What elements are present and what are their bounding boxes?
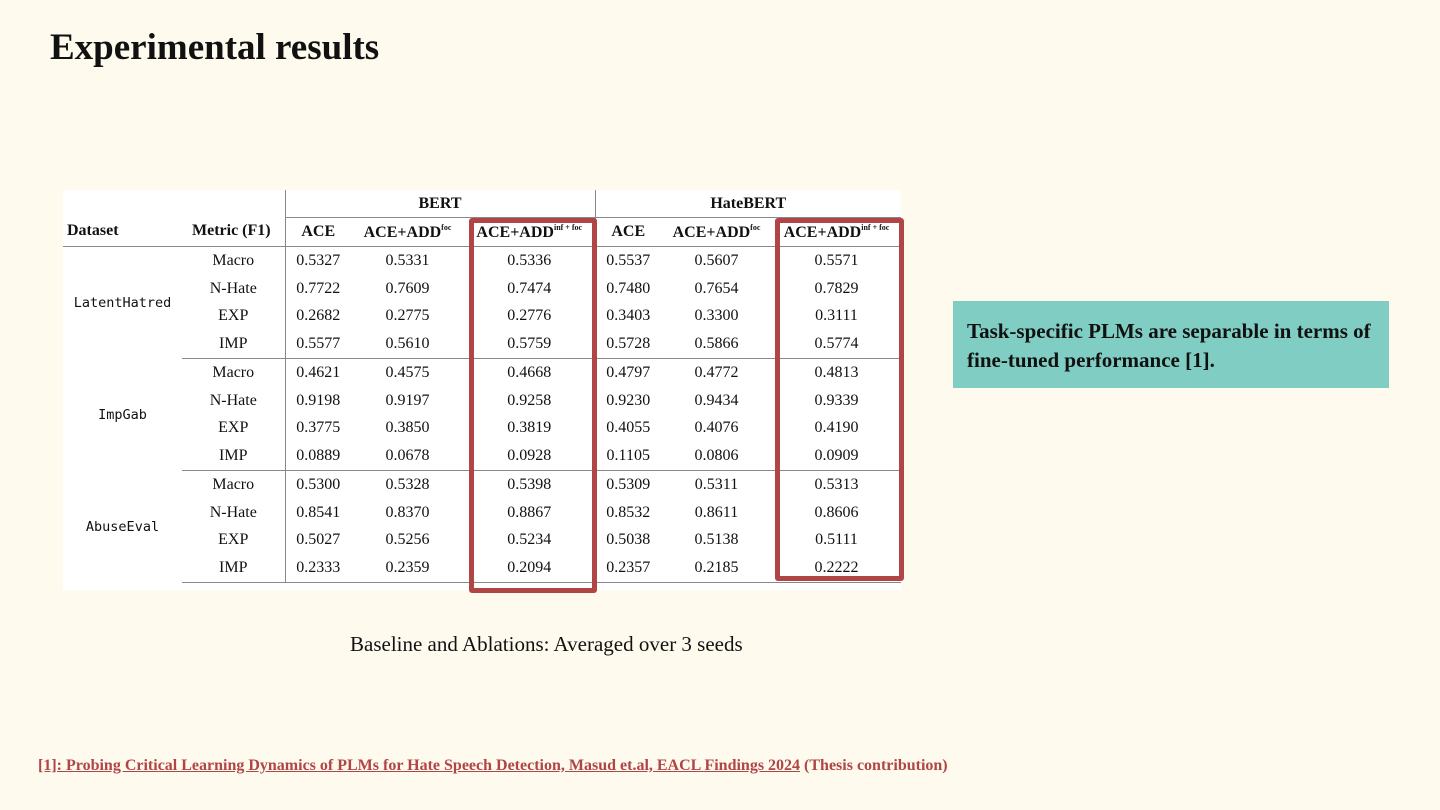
value-cell: 0.5111: [815, 531, 858, 549]
value-cell: 0.7474: [507, 279, 552, 297]
value-cell: 0.2222: [772, 554, 901, 582]
value-cell: 0.5728: [595, 330, 661, 358]
reference-link[interactable]: [1]: Probing Critical Learning Dynamics of PLMs for Hate Speech Detection, Masud et.al, EACL Findings 2024: [38, 757, 801, 774]
value-cell: 0.8541: [285, 499, 351, 527]
table-row: [63, 554, 901, 582]
table-row: [63, 247, 901, 275]
metric-cell: Macro: [212, 363, 255, 381]
value-cell: 0.5327: [285, 247, 351, 275]
column-header: [595, 218, 661, 247]
value-cell: 0.9230: [595, 387, 661, 415]
value-cell: 0.1105: [595, 442, 661, 470]
value-cell: 0.0678: [351, 442, 464, 470]
metric-cell: EXP: [218, 307, 249, 325]
metric-cell: EXP: [218, 531, 249, 549]
table-caption: Baseline and Ablations: Averaged over 3 seeds: [350, 632, 743, 656]
dataset-name-cell: ImpGab: [98, 406, 147, 423]
value-cell: 0.2333: [285, 554, 351, 582]
value-cell: 0.0909: [772, 442, 901, 470]
value-cell: 0.4190: [814, 419, 859, 437]
column-header-superscript: foc: [441, 222, 452, 232]
value-cell: 0.8606: [814, 503, 859, 521]
value-cell: 0.2775: [385, 307, 430, 325]
dataset-name-cell: LatentHatred: [73, 294, 172, 311]
column-header: [464, 218, 595, 247]
value-cell: 0.8370: [385, 503, 430, 521]
value-cell: 0.5759: [464, 330, 595, 358]
value-cell: 0.4813: [814, 363, 859, 381]
value-cell: 0.5774: [772, 330, 901, 358]
value-cell: 0.0889: [285, 442, 351, 470]
column-header-label: ACE: [611, 223, 646, 240]
metric-cell: IMP: [182, 442, 285, 470]
value-cell: 0.5610: [351, 330, 464, 358]
value-cell: 0.5300: [285, 471, 351, 499]
value-cell: 0.0806: [661, 442, 772, 470]
value-cell: 0.2682: [285, 303, 351, 331]
table-row: [63, 303, 901, 331]
value-cell: 0.7480: [595, 275, 661, 303]
column-header-label: ACE: [301, 223, 336, 240]
table-row: [63, 527, 901, 555]
table-row: [63, 415, 901, 443]
dataset-name-cell: AbuseEval: [85, 518, 160, 535]
value-cell: 0.3403: [595, 303, 661, 331]
value-cell: 0.7654: [694, 279, 739, 297]
value-cell: 0.5571: [814, 251, 859, 269]
value-cell: 0.5256: [385, 531, 430, 549]
value-cell: 0.3111: [815, 307, 858, 325]
value-cell: 0.5398: [507, 475, 552, 493]
value-cell: 0.5309: [595, 471, 661, 499]
metric-cell: EXP: [218, 419, 249, 437]
column-header: [661, 218, 772, 247]
metric-cell: IMP: [182, 330, 285, 358]
value-cell: 0.5311: [694, 475, 739, 493]
reference-footer: [38, 757, 948, 775]
value-cell: 0.5138: [694, 531, 739, 549]
table-group-header-row: [63, 190, 901, 218]
value-cell: 0.3300: [694, 307, 739, 325]
table-row: [63, 471, 901, 499]
value-cell: 0.0928: [464, 442, 595, 470]
value-cell: 0.5328: [385, 475, 430, 493]
value-cell: 0.7829: [814, 279, 859, 297]
value-cell: 0.5331: [385, 251, 430, 269]
column-header-label: ACE+ADD: [783, 223, 862, 241]
column-header-superscript: inf + foc: [553, 222, 583, 232]
results-table: [63, 190, 901, 583]
value-cell: 0.9198: [285, 387, 351, 415]
value-cell: 0.8611: [694, 503, 739, 521]
value-cell: 0.5607: [694, 251, 739, 269]
value-cell: 0.7609: [385, 279, 430, 297]
value-cell: 0.4575: [385, 363, 430, 381]
metric-cell: N-Hate: [209, 391, 257, 409]
value-cell: 0.3850: [385, 419, 430, 437]
hatebert-group-header: HateBERT: [595, 190, 901, 218]
value-cell: 0.9434: [694, 391, 739, 409]
value-cell: 0.2776: [507, 307, 552, 325]
value-cell: 0.4621: [285, 359, 351, 387]
table-row: [63, 499, 901, 527]
metric-cell: N-Hate: [209, 503, 257, 521]
value-cell: 0.5234: [507, 531, 552, 549]
value-cell: 0.5038: [595, 527, 661, 555]
value-cell: 0.9258: [507, 391, 552, 409]
metric-cell: IMP: [182, 554, 285, 582]
column-header-superscript: inf + foc: [861, 222, 890, 232]
value-cell: 0.2185: [661, 554, 772, 582]
value-cell: 0.4797: [595, 359, 661, 387]
value-cell: 0.2359: [351, 554, 464, 582]
metric-cell: N-Hate: [209, 279, 257, 297]
value-cell: 0.3775: [285, 415, 351, 443]
value-cell: 0.8532: [595, 499, 661, 527]
value-cell: 0.5336: [507, 251, 552, 269]
value-cell: 0.8867: [507, 503, 552, 521]
column-header-label: ACE+ADD: [363, 223, 442, 241]
value-cell: 0.7722: [285, 275, 351, 303]
column-header-label: ACE+ADD: [672, 223, 751, 241]
value-cell: 0.9197: [385, 391, 430, 409]
results-table-container: [63, 190, 901, 590]
value-cell: 0.9339: [814, 391, 859, 409]
slide-title: Experimental results: [50, 27, 380, 68]
value-cell: 0.5537: [595, 247, 661, 275]
metric-cell: Macro: [212, 475, 255, 493]
value-cell: 0.2357: [595, 554, 661, 582]
table-row: [63, 442, 901, 470]
column-header: [285, 218, 351, 247]
metric-cell: Macro: [212, 251, 255, 269]
column-header-superscript: foc: [750, 222, 761, 232]
dataset-column-header: Dataset: [63, 190, 182, 247]
value-cell: 0.5313: [814, 475, 859, 493]
takeaway-callout: Task-specific PLMs are separable in terms of fine-tuned performance [1].: [953, 301, 1389, 388]
bert-group-header: BERT: [285, 190, 595, 218]
value-cell: 0.5027: [285, 527, 351, 555]
value-cell: 0.5866: [661, 330, 772, 358]
value-cell: 0.4772: [694, 363, 739, 381]
value-cell: 0.4668: [507, 363, 552, 381]
reference-suffix: (Thesis contribution): [804, 757, 948, 774]
column-header-label: ACE+ADD: [476, 223, 554, 241]
metric-column-header: Metric (F1): [182, 190, 285, 247]
results-table-body: [63, 247, 901, 583]
column-header: [351, 218, 464, 247]
value-cell: 0.4076: [694, 419, 739, 437]
table-row: [63, 275, 901, 303]
value-cell: 0.3819: [507, 419, 552, 437]
column-header: [772, 218, 901, 247]
table-row: [63, 359, 901, 387]
value-cell: 0.2094: [464, 554, 595, 582]
value-cell: 0.5577: [285, 330, 351, 358]
table-row: [63, 330, 901, 358]
table-row: [63, 387, 901, 415]
value-cell: 0.4055: [595, 415, 661, 443]
